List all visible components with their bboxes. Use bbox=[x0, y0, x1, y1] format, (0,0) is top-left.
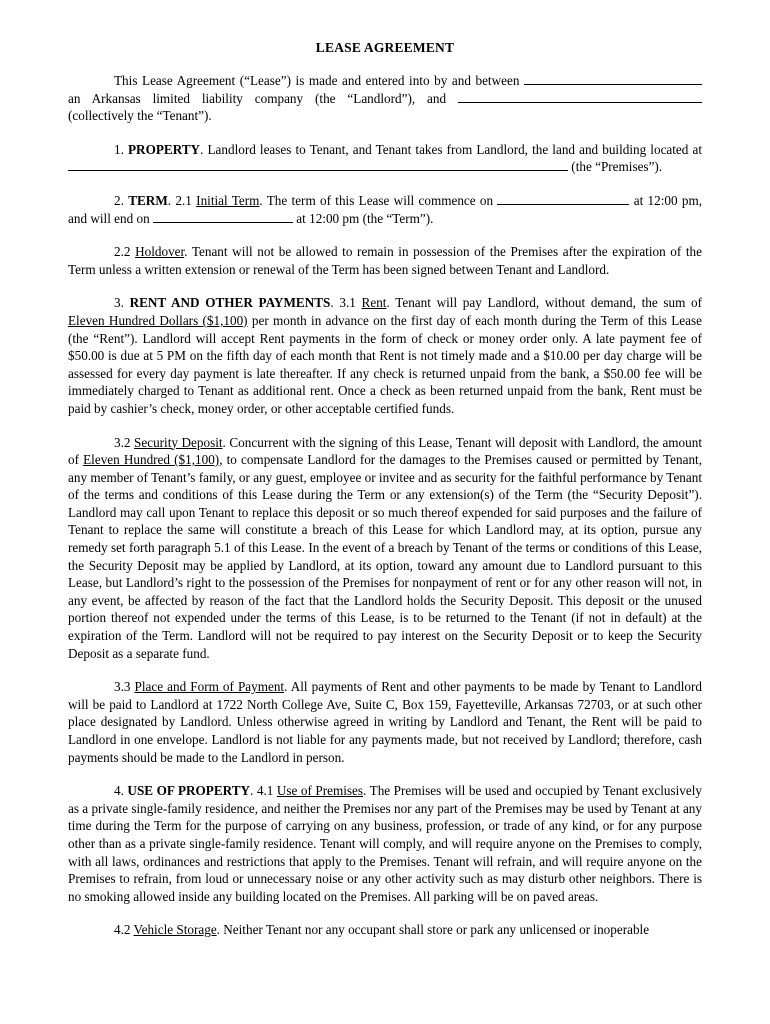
section-3-3-payment bbox=[68, 678, 702, 766]
section-text: . The term of this Lease will commence on bbox=[259, 192, 494, 208]
commence-date-blank[interactable] bbox=[497, 192, 629, 205]
subsection-number: 4.2 bbox=[114, 922, 131, 938]
intro-text-a: This Lease Agreement (“Lease”) is made and entered into by and between bbox=[114, 73, 520, 88]
section-heading: USE OF PROPERTY bbox=[127, 783, 251, 799]
section-1-property bbox=[68, 141, 702, 176]
subsection-heading: Initial Term bbox=[196, 192, 260, 208]
party-two-blank[interactable] bbox=[458, 90, 702, 103]
document-title: LEASE AGREEMENT bbox=[315, 40, 455, 55]
subsection-heading: Vehicle Storage bbox=[133, 922, 217, 938]
end-date-blank[interactable] bbox=[153, 210, 293, 223]
subsection-number: 3.3 bbox=[114, 679, 131, 695]
section-2-2-holdover bbox=[68, 243, 702, 278]
section-text: . Concurrent with the signing of this Lease, Tenant will deposit with Landlord, the amount of bbox=[68, 434, 702, 468]
section-heading: PROPERTY bbox=[128, 141, 201, 157]
section-heading: RENT AND OTHER PAYMENTS bbox=[129, 295, 331, 311]
section-number: 4. bbox=[114, 783, 124, 799]
section-text: (the “Premises”). bbox=[571, 159, 663, 175]
subsection-number: . 4.1 bbox=[250, 783, 274, 799]
premises-address-blank[interactable] bbox=[68, 158, 568, 171]
section-text: per month in advance on the first day of each month during the Term of this Lease (the “Rent”). Landlord will accept Rent payments in the form of check or money order only. A late payment fee of $50.00 is due at 5 PM on the fifth day of each month that Rent is not timely made and a $10.00 per day charge will be assessed for every day payment is late thereafter. If any check is returned unpaid from the bank, a $50.00 fee will be immediately charged to Tenant as additional rent. Once a check as been returned unpaid from the bank, Rent must be paid by cashier’s check, money order, or other acceptable certified funds. bbox=[68, 312, 702, 416]
section-text: at 12:00 pm, and will end on bbox=[68, 192, 703, 226]
section-text: , to compensate Landlord for the damages to the Premises caused or permitted by Tenant, any member of Tenant’s family, or any guest, employee or invitee and as security for the faithful performance by Tenant of the terms and conditions of this Lease during the Term or any extension(s) of the Term (the “Security Deposit”). Landlord may call upon Tenant to replace this deposit or so much thereof expended for said purposes and the failure of Tenant to replace the same will constitute a breach of this Lease for which Landlord may, at its option, pursue any remedy set forth paragraph 5.1 of this Lease. In the event of a breach by Tenant of the terms or conditions of this Lease, the Security Deposit may be applied by Landlord, at its option, toward any amount due to Landlord pursuant to this Lease, but Landlord’s right to the possession of the Premises for nonpayment of rent or for any other reason will not, in any event, be affected by reason of the fact that the Landlord holds the Security Deposit. This deposit or the unused portion thereof not expended under the terms of this Lease, is to be returned to the Tenant (if not in default) at the expiration of the Term. Landlord will not be required to pay interest on the Security Deposit or to keep the Security Deposit as a separate fund. bbox=[68, 452, 703, 661]
section-text: . Neither Tenant nor any occupant shall store or park any unlicensed or inoperable bbox=[216, 922, 650, 938]
section-text: . Tenant will not be allowed to remain in possession of the Premises after the expiration of the Term unless a written extension or renewal of the Term has been signed between Tenant and Landlord. bbox=[68, 244, 703, 277]
intro-text-b: an Arkansas limited liability company (the “Landlord”), and bbox=[68, 90, 447, 106]
subsection-heading: Security Deposit bbox=[134, 434, 223, 450]
subsection-number: . 3.1 bbox=[330, 295, 356, 311]
party-one-blank[interactable] bbox=[524, 72, 702, 85]
section-text: . Tenant will pay Landlord, without demand, the sum of bbox=[386, 295, 703, 311]
subsection-heading: Use of Premises bbox=[276, 783, 364, 799]
section-text: . Landlord leases to Tenant, and Tenant takes from Landlord, the land and building located at bbox=[200, 141, 703, 157]
deposit-amount: Eleven Hundred ($1,100) bbox=[83, 452, 220, 468]
intro-paragraph bbox=[68, 72, 702, 125]
intro-text-c: (collectively the “Tenant”). bbox=[68, 108, 212, 124]
subsection-heading: Holdover bbox=[135, 244, 185, 260]
section-4-use-of-property bbox=[68, 782, 702, 905]
section-text: at 12:00 pm (the “Term”). bbox=[296, 210, 434, 226]
section-number: 3. bbox=[114, 295, 124, 311]
section-text: . All payments of Rent and other payments to be made by Tenant to Landlord will be paid to Landlord at 1722 North College Ave, Suite C, Box 159, Fayetteville, Arkansas 72703, or at such other place designated by Landlord. Unless otherwise agreed in writing by Landlord and Tenant, the Rent will be paid to Landlord in one envelope. Landlord is not liable for any payments made, but not received by Landlord; therefore, cash payments should be made to the Landlord in person. bbox=[68, 679, 702, 765]
section-2-term bbox=[68, 192, 702, 227]
section-4-2-vehicle-storage bbox=[68, 921, 702, 939]
subsection-heading: Rent bbox=[361, 295, 387, 311]
subsection-number: 2.2 bbox=[114, 244, 131, 260]
rent-amount: Eleven Hundred Dollars ($1,100) bbox=[68, 312, 248, 328]
section-3-2-security-deposit bbox=[68, 434, 702, 663]
section-number: 1. bbox=[114, 141, 124, 157]
section-3-rent bbox=[68, 294, 702, 417]
subsection-number: 3.2 bbox=[114, 434, 131, 450]
section-heading: TERM bbox=[128, 192, 168, 208]
subsection-number: . 2.1 bbox=[167, 192, 192, 208]
subsection-heading: Place and Form of Payment bbox=[134, 679, 285, 695]
section-number: 2. bbox=[114, 192, 124, 208]
section-text: . The Premises will be used and occupied by Tenant exclusively as a private single-family residence, and neither the Premises nor any part of the Premises may be used by Tenant at any time during the Term for the purpose of carrying on any business, profession, or trade of any kind, or for any purpose other than as a private single-family residence. Tenant will comply, and will require anyone on the Premises to comply, with all laws, ordinances and restrictions that apply to the Premises. Tenant will refrain, and will require anyone on the Premises to refrain, from loud or unnecessary noise or any other activity such as may disturb other neighbors. There is no smoking allowed inside any building located on the Premises. All parking will be on paved areas. bbox=[68, 783, 702, 904]
